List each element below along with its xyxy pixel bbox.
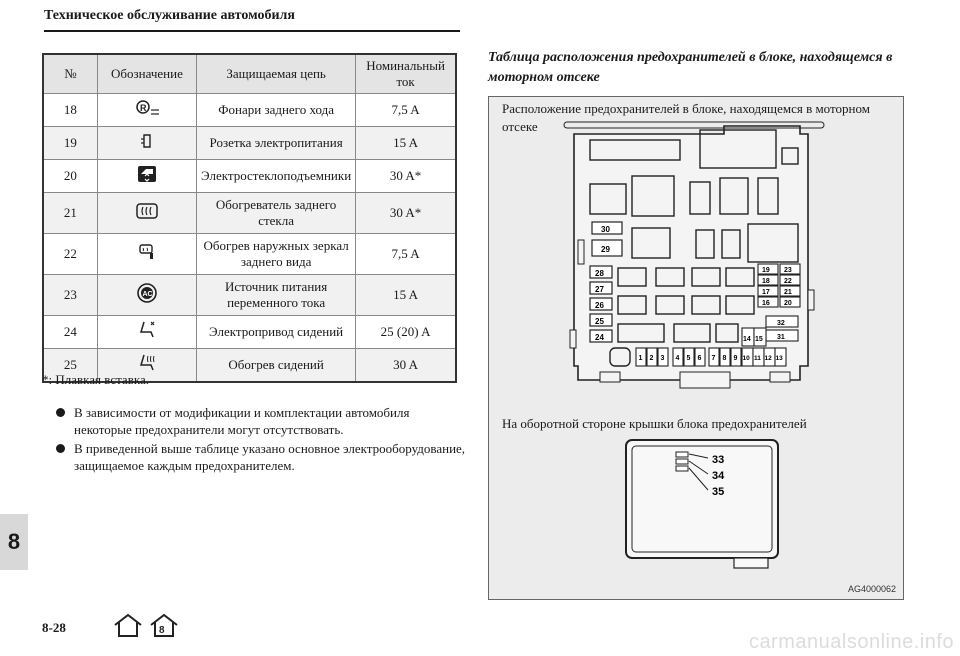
fuse-number: 24: [43, 316, 97, 349]
fuse-label: 22: [784, 278, 792, 285]
fuse-number: 18: [43, 94, 97, 127]
fuse-number: 20: [43, 160, 97, 193]
fuse-label: 3: [660, 355, 665, 362]
fuse-label: 21: [784, 289, 792, 296]
section-header: Техническое обслуживание автомобиля: [44, 8, 295, 23]
circuit-name: Электропривод сидений: [197, 316, 356, 349]
circuit-name: Электростеклоподъемники: [197, 160, 356, 193]
fuse-layout-title: Таблица расположения предохранителей в блоке, находящемся в моторном отсеке: [488, 50, 893, 85]
fuse-label: 1: [638, 355, 643, 362]
fuse-label: 12: [764, 355, 772, 362]
fuse-label: 32: [777, 320, 785, 327]
circuit-name: Розетка электропитания: [197, 127, 356, 160]
fuse-label: 2: [649, 355, 654, 362]
fuse-label: 9: [733, 355, 738, 362]
mid-fuses: [742, 328, 766, 346]
fuse-label: 18: [762, 278, 770, 285]
nav-icons: [112, 612, 180, 643]
col-header-circuit: Защищаемая цепь: [197, 54, 356, 94]
fuse-label: 5: [686, 355, 691, 362]
fuse-box-lid: [626, 440, 778, 568]
chapter-tab: 8: [0, 514, 28, 570]
fuse-rating: 7,5 A: [356, 234, 456, 275]
fuse-label: 14: [743, 336, 751, 343]
fuse-label: 15: [755, 336, 763, 343]
fuse-number: 23: [43, 275, 97, 316]
watermark: carmanualsonline.info: [748, 631, 954, 653]
note-item: В приведенной выше таблице указано основное электрооборудование, защищаемое каждым предохранителем.: [56, 440, 466, 474]
circuit-name: Обогреватель заднего стекла: [197, 193, 356, 234]
fuse-number: 19: [43, 127, 97, 160]
home-icon[interactable]: [112, 612, 144, 643]
lid-fuse-label: 34: [712, 470, 725, 482]
fuse-label: 30: [601, 225, 610, 234]
col-header-number: №: [43, 54, 97, 94]
note-item: В зависимости от модификации и комплектации автомобиля некоторые предохранители могут отсутствовать.: [56, 404, 466, 438]
footnote: *: Плавкая вставка.: [42, 372, 149, 387]
figure-code: AG4000062: [847, 584, 896, 594]
fuse-number: 22: [43, 234, 97, 275]
fuse-label: 28: [595, 269, 604, 278]
fuse-label: 19: [762, 267, 770, 274]
lid-fuse-label: 35: [712, 486, 725, 498]
fuse-rating: 7,5 A: [356, 94, 456, 127]
circuit-name: Обогрев наружных зеркал заднего вида: [197, 234, 356, 275]
fuse-rating: 30 A: [356, 349, 456, 383]
fuse-rating: 30 A*: [356, 160, 456, 193]
fuse-label: 20: [784, 300, 792, 307]
fuse-label: 27: [595, 285, 604, 294]
fuse-label: 25: [595, 317, 604, 326]
col-header-symbol: Обозначение: [97, 54, 196, 94]
svg-text:AC: AC: [142, 291, 153, 298]
page-number: 8-28: [42, 620, 66, 635]
fuse-label: 10: [742, 355, 750, 362]
fuse-rating: 15 A: [356, 127, 456, 160]
bottom-fuse-row: [636, 348, 786, 366]
fuse-label: 7: [711, 355, 716, 362]
svg-text:R: R: [139, 103, 147, 113]
fuse-label: 13: [775, 355, 783, 362]
chapter-home-icon[interactable]: [148, 612, 180, 643]
fuse-rating: 30 A*: [356, 193, 456, 234]
fuse-label: 4: [675, 355, 680, 362]
lid-caption: На оборотной стороне крышки блока предохранителей: [502, 416, 807, 431]
fuse-number: 25: [43, 349, 97, 383]
circuit-name: Обогрев сидений: [197, 349, 356, 383]
fuse-label: 26: [595, 301, 604, 310]
circuit-name: Фонари заднего хода: [197, 94, 356, 127]
lid-fuse-label: 33: [712, 454, 725, 466]
fuse-label: 16: [762, 300, 770, 307]
fuse-number: 21: [43, 193, 97, 234]
fuse-label: 11: [754, 355, 761, 362]
fuse-label: 29: [601, 245, 610, 254]
fuse-label: 23: [784, 267, 792, 274]
fuse-label: 31: [777, 334, 785, 341]
fuse-rating: 25 (20) A: [356, 316, 456, 349]
fuse-label: 6: [697, 355, 702, 362]
fuse-rating: 15 A: [356, 275, 456, 316]
svg-text:8: 8: [159, 625, 165, 636]
fuse-label: 8: [722, 355, 727, 362]
col-header-rating: Номинальный ток: [356, 54, 456, 94]
fuse-label: 17: [762, 289, 770, 296]
fuse-label: 24: [595, 333, 604, 342]
circuit-name: Источник питания переменного тока: [197, 275, 356, 316]
diagram-caption: Расположение предохранителей в блоке, находящемся в моторном отсеке: [502, 101, 870, 134]
